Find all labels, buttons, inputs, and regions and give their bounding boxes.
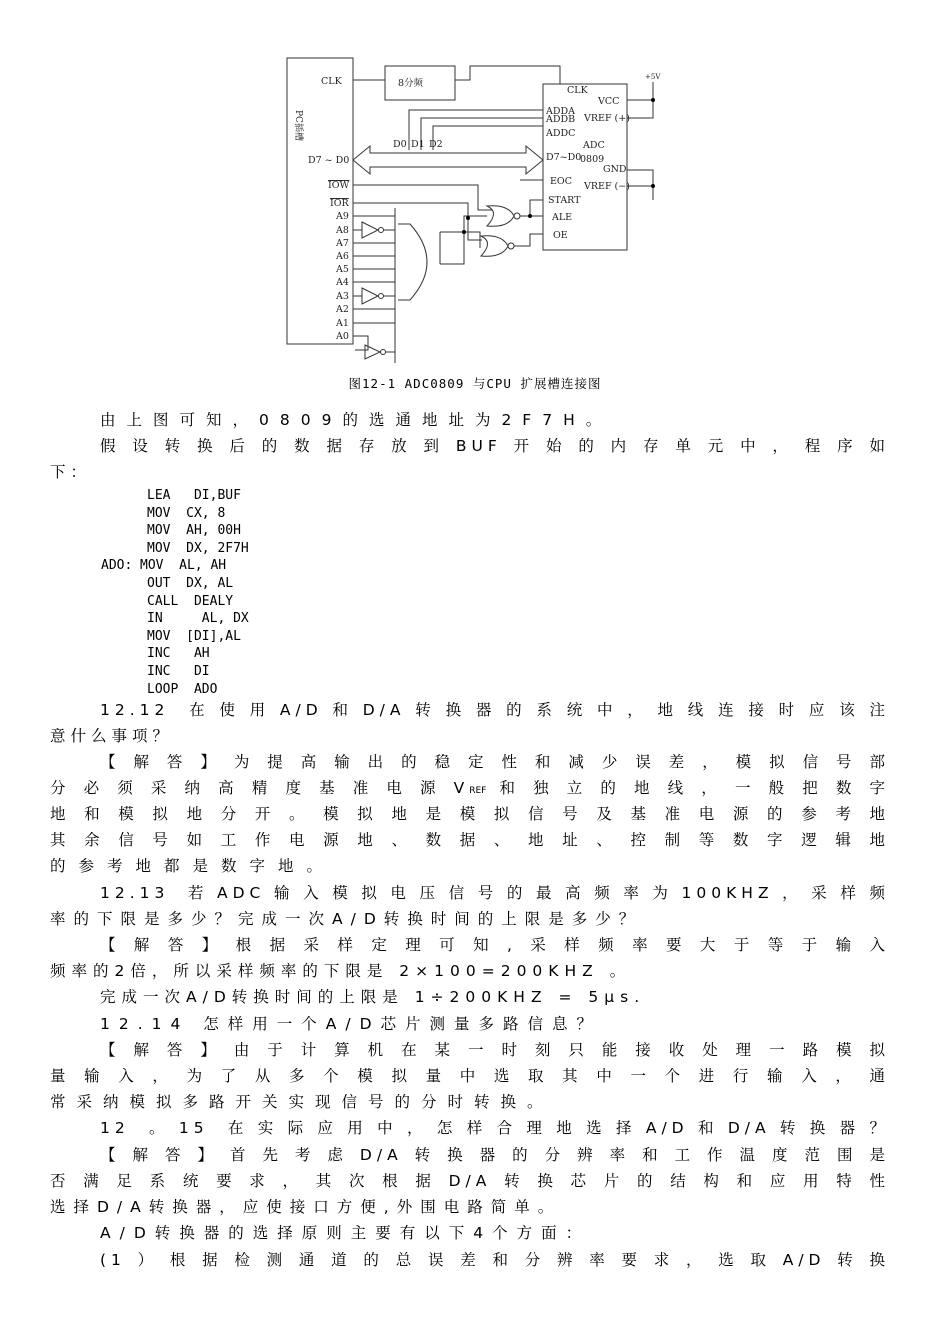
adc-model-label: 0809 — [580, 154, 605, 165]
code-line: MOV DX, 2F7H — [147, 540, 249, 556]
code-line: LEA DI,BUF — [147, 488, 241, 503]
addr-a0: A0 — [336, 331, 349, 342]
circuit-diagram — [0, 0, 950, 372]
plus5v-label: +5V — [645, 73, 661, 81]
d7d0-left-label: D7 ~ D0 — [308, 155, 350, 166]
code-block-bottom — [147, 575, 249, 698]
para-selection-principles: A/D转换器的选择原则主要有以下4个方面： — [100, 1224, 591, 1242]
clk-left-label: CLK — [321, 76, 342, 87]
code-line: INC AH — [147, 646, 210, 662]
answer-12-12-line3: 地和模拟地分开。模拟地是模拟信号及基准电源的参考地 — [50, 805, 890, 823]
question-12-12-line1: 12.12 在使用A/D和D/A转换器的系统中，地线连接时应该注 — [100, 701, 890, 719]
answer-12-12-line4: 其余信号如工作电源地、数据、地址、控制等数字逻辑地 — [50, 831, 890, 849]
addr-a3: A3 — [336, 291, 349, 302]
answer-12-13-line2: 频率的2倍，所以采样频率的下限是 2×100=200KHZ 。 — [50, 962, 632, 980]
iow-label: IOW — [328, 180, 350, 191]
addr-a5: A5 — [336, 264, 349, 275]
answer-12-12-line5: 的参考地都是数字地。 — [50, 857, 336, 875]
adda-label: ADDA — [546, 106, 575, 117]
data-bus-arrow — [353, 146, 543, 174]
answer-12-14-line3: 常采纳模拟多路开关实现信号的分时转换。 — [50, 1093, 554, 1111]
para-buf-line2: 下： — [50, 463, 92, 481]
addr-a7: A7 — [336, 238, 349, 249]
code-line: CALL DEALY — [147, 593, 234, 609]
question-12-15: 12 。15 在实际应用中，怎样合理地选择A/D和D/A转换器？ — [100, 1119, 890, 1137]
code-line: INC DI — [147, 663, 210, 679]
gnd-label: GND — [603, 164, 627, 175]
vcc-label: VCC — [598, 96, 620, 107]
addr-a2: A2 — [336, 304, 349, 315]
vref-subscript: REF — [469, 786, 487, 796]
adc-name-label: ADC — [583, 140, 605, 151]
figure-caption: 图12-1 ADC0809 与CPU 扩展槽连接图 — [348, 376, 602, 391]
para-select-address: 由上图可知，0809的选通地址为2F7H。 — [100, 411, 613, 429]
code-line: MOV [DI],AL — [147, 628, 241, 644]
code-line: LOOP ADO — [147, 681, 218, 697]
d2-label: D2 — [429, 139, 443, 150]
code-line: MOV AL, AH — [140, 558, 227, 573]
ale-label: ALE — [552, 212, 573, 223]
addb-label: ADDB — [546, 114, 576, 125]
code-line: OUT DX, AL — [147, 576, 234, 591]
answer-12-14-line2: 量输入，为了从多个模拟量中选取其中一个进行输入，通 — [50, 1067, 890, 1085]
ior-label: IOR — [330, 198, 349, 209]
slot-label: PC插槽 — [293, 110, 303, 141]
question-12-13-line2: 率的下限是多少？完成一次A/D转换时间的上限是多少？ — [50, 910, 643, 928]
eoc-label: EOC — [550, 176, 572, 187]
adc-clk-label: CLK — [567, 85, 588, 96]
addc-label: ADDC — [546, 128, 576, 139]
vref-minus-label: VREF (−) — [584, 181, 630, 192]
answer-12-14-line1: 【解答】由于计算机在某一时刻只能接收处理一路模拟 — [100, 1041, 890, 1059]
addr-a9: A9 — [336, 211, 349, 222]
vref-plus-label: VREF (+) — [584, 113, 630, 124]
question-12-14: 12.14 怎样用一个A/D芯片测量多路信息？ — [100, 1015, 602, 1033]
d1-label: D1 — [411, 139, 425, 150]
answer-12-15-line3: 选择D/A转换器，应使接口方便,外围电路简单。 — [50, 1198, 562, 1216]
answer-12-12-line2: 分必须采纳高精度基准电源VREF和独立的地线，一般把数字 — [50, 779, 890, 797]
divider-label: 8分频 — [398, 78, 424, 89]
answer-12-15-line2: 否满足系统要求，其次根据D/A转换芯片的结构和应用特性 — [50, 1172, 890, 1190]
para-principle-1: (1）根据检测通道的总误差和分辨率要求，选取A/D转换 — [100, 1251, 890, 1269]
addr-a1: A1 — [336, 318, 349, 329]
question-12-13-line1: 12.13 若ADC输入模拟电压信号的最高频率为100KHZ，采样频 — [100, 884, 890, 902]
addr-a8: A8 — [336, 225, 349, 236]
code-block-top — [147, 487, 249, 557]
code-line: MOV CX, 8 — [147, 505, 226, 521]
answer-12-12-line1: 【解答】为提高输出的稳定性和减少误差，模拟信号部 — [100, 753, 890, 771]
code-line: IN AL, DX — [147, 611, 249, 627]
para-buf-line1: 假设转换后的数据存放到BUF开始的内存单元中，程序如 — [100, 437, 890, 455]
answer-12-13-line3: 完成一次A/D转换时间的上限是 1÷200KHZ = 5μs. — [100, 988, 646, 1006]
oe-label: OE — [553, 230, 568, 241]
code-line: MOV AH, 00H — [147, 523, 241, 539]
code-label: ADO: — [101, 558, 133, 573]
question-12-12-line2: 意什么事项？ — [50, 727, 174, 745]
answer-12-15-line1: 【解答】首先考虑D/A转换器的分辨率和工作温度范围是 — [100, 1146, 890, 1164]
answer-12-13-line1: 【解答】根据采样定理可知,采样频率要大于等于输入 — [100, 936, 890, 954]
start-label: START — [548, 195, 581, 206]
d0-label: D0 — [393, 139, 407, 150]
d7d0-right-label: D7~D0 — [546, 152, 582, 163]
addr-a6: A6 — [336, 251, 349, 262]
addr-a4: A4 — [336, 277, 349, 288]
